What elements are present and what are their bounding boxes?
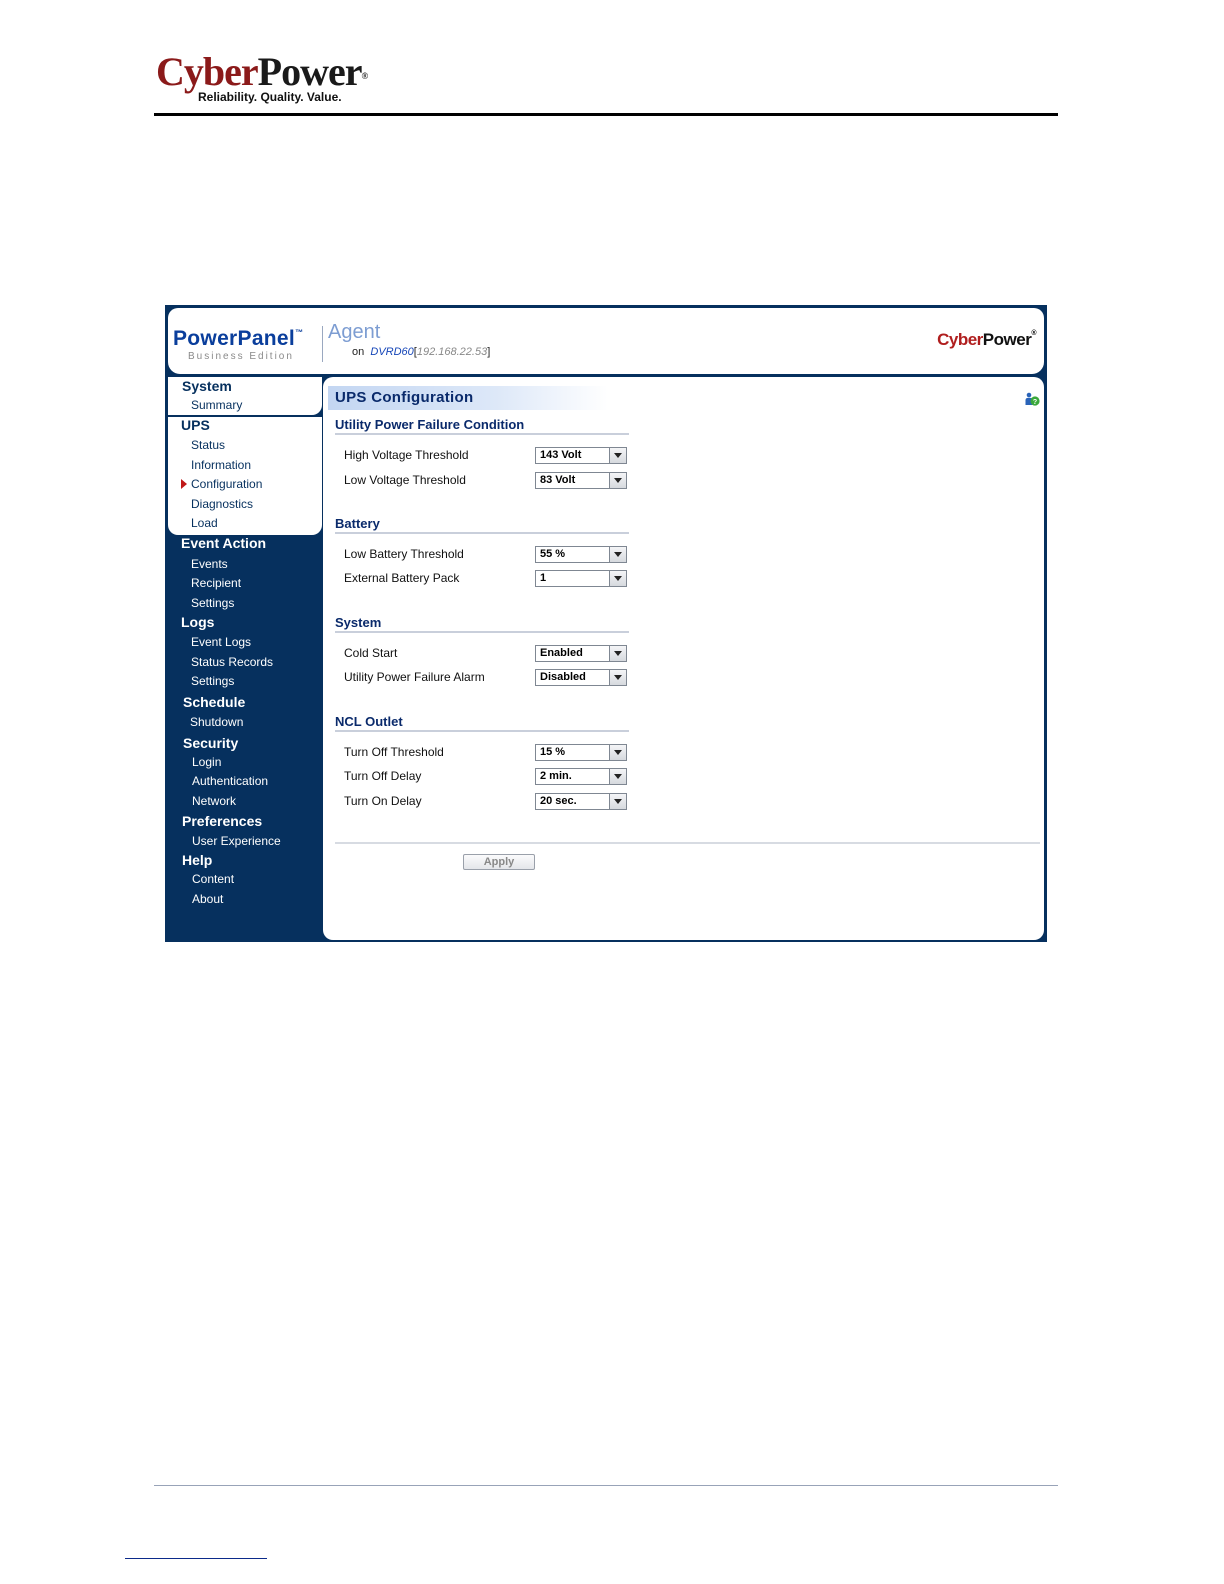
label-low-battery-threshold: Low Battery Threshold [344, 547, 464, 561]
label-external-battery-pack: External Battery Pack [344, 571, 460, 585]
sidebar-head-security[interactable]: Security [183, 735, 239, 751]
select-high-voltage-threshold[interactable] [535, 447, 627, 464]
sidebar-item-login[interactable]: Login [192, 755, 222, 769]
apply-button[interactable]: Apply [463, 854, 535, 870]
section-rule [335, 433, 629, 435]
chevron-down-icon[interactable] [609, 547, 626, 562]
chevron-down-icon[interactable] [609, 571, 626, 586]
select-value: 20 sec. [540, 795, 577, 807]
chevron-down-icon[interactable] [609, 646, 626, 661]
sidebar-item-status[interactable]: Status [191, 438, 226, 452]
apply-divider [335, 842, 1040, 844]
section-rule [335, 532, 629, 534]
help-user-icon[interactable] [1024, 391, 1040, 407]
section-title-battery: Battery [335, 516, 380, 531]
chevron-down-icon[interactable] [609, 794, 626, 809]
doc-tagline: Reliability. Quality. Value. [198, 90, 342, 104]
select-utility-power-failure-alarm[interactable] [535, 669, 627, 686]
label-cold-start: Cold Start [344, 646, 398, 660]
sidebar-head-schedule[interactable]: Schedule [183, 694, 246, 710]
header-logo-power: Power [982, 330, 1032, 349]
ip-bracket-close: ] [487, 346, 491, 358]
section-rule [335, 631, 629, 633]
sidebar [165, 377, 322, 937]
sidebar-item-log-settings[interactable]: Settings [191, 674, 235, 688]
chevron-down-icon[interactable] [609, 745, 626, 760]
app-window [165, 305, 1047, 942]
select-turn-off-threshold[interactable] [535, 744, 627, 761]
label-turn-off-delay: Turn Off Delay [344, 769, 422, 783]
chevron-down-icon[interactable] [609, 769, 626, 784]
label-high-voltage-threshold: High Voltage Threshold [344, 448, 469, 462]
select-value: 143 Volt [540, 449, 582, 461]
sidebar-item-user-experience[interactable]: User Experience [192, 834, 281, 848]
chevron-down-icon[interactable] [609, 448, 626, 463]
select-turn-on-delay[interactable] [535, 793, 627, 810]
app-header [168, 308, 1044, 374]
doc-header-rule [154, 113, 1058, 116]
select-cold-start[interactable] [535, 645, 627, 662]
product-edition: Business Edition [188, 351, 294, 362]
sidebar-item-event-logs[interactable]: Event Logs [191, 635, 252, 649]
ip-bracket-open: [ [413, 346, 417, 358]
select-value: 15 % [540, 746, 566, 758]
page-title: UPS Configuration [328, 386, 608, 410]
label-low-voltage-threshold: Low Voltage Threshold [344, 473, 466, 487]
doc-footer-link-underline [125, 1558, 267, 1559]
doc-logo-power: Power [257, 49, 362, 94]
doc-footer-rule [154, 1485, 1058, 1486]
sidebar-item-summary[interactable]: Summary [191, 398, 243, 412]
doc-logo-cyber: Cyber [156, 49, 258, 94]
sidebar-item-recipient[interactable]: Recipient [191, 576, 242, 590]
doc-logo [156, 50, 376, 110]
select-value: 83 Volt [540, 474, 576, 486]
ip-address: 192.168.22.53 [416, 346, 488, 358]
select-value: Enabled [540, 647, 583, 659]
svg-text:?: ? [1032, 399, 1038, 406]
content-panel [323, 377, 1044, 940]
sidebar-item-event-settings[interactable]: Settings [191, 596, 235, 610]
sidebar-item-status-records[interactable]: Status Records [191, 655, 274, 669]
sidebar-item-configuration[interactable]: Configuration [191, 477, 263, 491]
select-value: 55 % [540, 548, 566, 560]
product-trademark: ™ [295, 328, 304, 337]
section-title-ncl-outlet: NCL Outlet [335, 714, 403, 729]
select-value: 1 [540, 572, 547, 584]
sidebar-head-event-action[interactable]: Event Action [181, 535, 267, 551]
header-logo-registered: ® [1031, 330, 1036, 337]
section-rule [335, 730, 629, 732]
sidebar-group-ups [168, 417, 322, 535]
chevron-down-icon[interactable] [609, 473, 626, 488]
select-low-battery-threshold[interactable] [535, 546, 627, 563]
label-utility-power-failure-alarm: Utility Power Failure Alarm [344, 670, 485, 684]
sidebar-head-preferences[interactable]: Preferences [182, 813, 263, 829]
label-turn-off-threshold: Turn Off Threshold [344, 745, 444, 759]
sidebar-item-diagnostics[interactable]: Diagnostics [191, 497, 254, 511]
select-value: 2 min. [540, 770, 572, 782]
section-title-utility: Utility Power Failure Condition [335, 417, 525, 432]
section-title-system: System [335, 615, 382, 630]
select-external-battery-pack[interactable] [535, 570, 627, 587]
header-separator [322, 326, 323, 362]
sidebar-item-load[interactable]: Load [191, 516, 218, 530]
sidebar-item-content[interactable]: Content [192, 872, 235, 886]
agent-host-line [352, 346, 490, 358]
sidebar-head-ups[interactable]: UPS [181, 417, 210, 433]
select-low-voltage-threshold[interactable] [535, 472, 627, 489]
agent-title: Agent [328, 321, 381, 343]
header-cyberpower-logo [937, 330, 1036, 350]
sidebar-head-system[interactable]: System [182, 378, 232, 394]
select-value: Disabled [540, 671, 586, 683]
product-name: PowerPanel [173, 327, 296, 350]
triangle-right-icon [181, 479, 187, 489]
sidebar-item-about[interactable]: About [192, 892, 224, 906]
sidebar-item-shutdown[interactable]: Shutdown [190, 715, 244, 729]
label-turn-on-delay: Turn On Delay [344, 794, 422, 808]
doc-logo-registered: ® [361, 71, 368, 81]
chevron-down-icon[interactable] [609, 670, 626, 685]
sidebar-item-information[interactable]: Information [191, 458, 252, 472]
header-logo-cyber: Cyber [937, 330, 983, 349]
sidebar-item-network[interactable]: Network [192, 794, 237, 808]
doc-logo-wordmark [156, 50, 376, 94]
powerpanel-logo [173, 327, 303, 351]
sidebar-item-authentication[interactable]: Authentication [192, 774, 269, 788]
sidebar-item-events[interactable]: Events [191, 557, 228, 571]
host-name-link[interactable]: DVRD60 [370, 346, 414, 358]
sidebar-head-help[interactable]: Help [182, 852, 213, 868]
on-label: on [352, 346, 365, 358]
select-turn-off-delay[interactable] [535, 768, 627, 785]
sidebar-head-logs[interactable]: Logs [181, 614, 215, 630]
